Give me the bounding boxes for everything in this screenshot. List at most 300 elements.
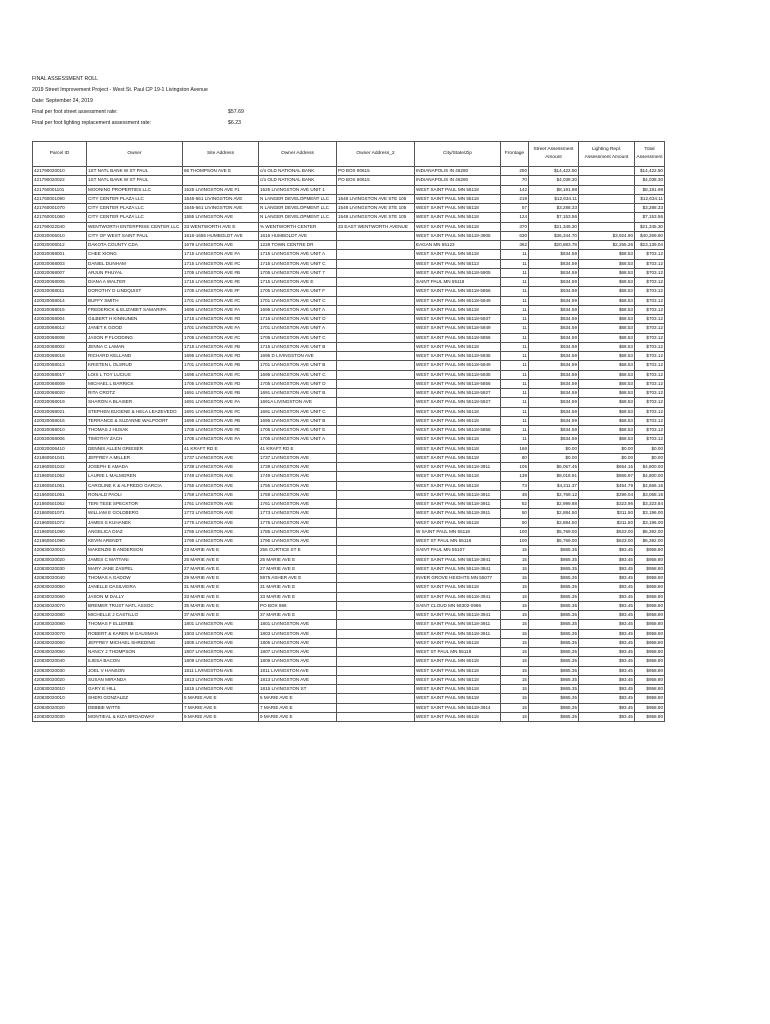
street-assessment-cell: $5,769.00 [529,527,579,536]
owner-address-2-cell [337,611,415,620]
total-assessment-cell: $958.80 [635,666,665,675]
parcel-id-cell: 420830020050 [33,583,87,592]
owner-address-cell: 256 CURTICE ST E [259,546,337,555]
total-assessment-cell: $958.80 [635,564,665,573]
owner-cell: JAMES C MATTANI [87,555,183,564]
table-row [33,333,665,342]
owner-cell: DAKOTA COUNTY CDA [87,241,183,250]
street-rate-label: Final per foot street assessment rate: [32,109,118,115]
owner-address-cell: 1801 LIVINGSTON AVE [259,620,337,629]
city-state-zip-cell: WEST SAINT PAUL MN 55118-3911 [415,490,501,499]
street-assessment-cell: $7,153.56 [529,213,579,222]
owner-address-cell: 1795 LIVINGSTON AVE [259,537,337,546]
table-row [33,324,665,333]
city-state-zip-cell: WEST SAINT PAUL MN 55118-5905 [415,268,501,277]
table-row [33,287,665,296]
street-assessment-cell: $8,191.98 [529,185,579,194]
total-assessment-cell: $703.12 [635,361,665,370]
document-date: Date: September 24, 2019 [32,98,93,104]
owner-address-2-cell [337,305,415,314]
total-assessment-cell: $958.80 [635,685,665,694]
lighting-assessment-cell: $68.53 [579,333,635,342]
column-header: Owner [87,142,183,167]
owner-address-cell: 1785 LIVINGSTON AVE [259,527,337,536]
frontage-cell: 50 [501,509,529,518]
street-rate-line [32,107,332,118]
site-address-cell: 1545-561 LIVINGSTON AVE [183,204,259,213]
parcel-id-cell: 420830020010 [33,694,87,703]
owner-cell: LOIS L TOY LUCIUS [87,370,183,379]
city-state-zip-cell: WEST SAINT PAUL MN 55118-5949 [415,361,501,370]
site-address-cell: 1705 LIVINGSTON AVE #F [183,287,259,296]
table-row [33,583,665,592]
street-assessment-cell: $634.59 [529,250,579,259]
owner-address-2-cell [337,481,415,490]
lighting-assessment-cell: $68.53 [579,287,635,296]
table-row [33,500,665,509]
site-address-cell: 1701 LIVINGSTON AVE #C [183,296,259,305]
frontage-cell: 80 [501,453,529,462]
owner-cell: ARJUN PHUYAL [87,268,183,277]
owner-cell: DOROTHY D LINDQUIST [87,287,183,296]
frontage-cell: 370 [501,222,529,231]
total-assessment-cell: $703.12 [635,278,665,287]
lighting-assessment-cell: $93.45 [579,638,635,647]
frontage-cell: 15 [501,638,529,647]
street-assessment-cell: $865.35 [529,694,579,703]
owner-cell: JOEL V HANSON [87,666,183,675]
city-state-zip-cell: INVER GROVE HEIGHTS MN 55077 [415,574,501,583]
city-state-zip-cell: WEST SAINT PAUL MN 55118-3911 [415,620,501,629]
owner-address-2-cell [337,638,415,647]
street-assessment-cell: $865.35 [529,583,579,592]
street-assessment-cell: $865.35 [529,675,579,684]
city-state-zip-cell: WEST SAINT PAUL MN 55118 [415,638,501,647]
frontage-cell: 15 [501,583,529,592]
lighting-assessment-cell: $2,255.26 [579,241,635,250]
parcel-id-cell: 420830020010 [33,546,87,555]
parcel-id-cell: 420020068020 [33,389,87,398]
total-assessment-cell: $958.80 [635,675,665,684]
frontage-cell: 15 [501,657,529,666]
street-assessment-cell: $634.59 [529,352,579,361]
parcel-id-cell: 421760001090 [33,194,87,203]
owner-address-2-cell [337,629,415,638]
street-assessment-cell: $2,769.12 [529,490,579,499]
owner-cell: ANGELICA DIAZ [87,527,183,536]
frontage-cell: 11 [501,342,529,351]
parcel-id-cell: 421790020022 [33,176,87,185]
total-assessment-cell: $4,800.00 [635,463,665,472]
total-assessment-cell: $958.80 [635,555,665,564]
owner-address-2-cell [337,574,415,583]
site-address-cell: 23 MARIE AVE E [183,546,259,555]
owner-cell: CAROLINE K & ALFREDO GARCIA [87,481,183,490]
site-address-cell: 1691 LIVINGSTON AVE #C [183,407,259,416]
total-assessment-cell: $703.12 [635,296,665,305]
owner-address-2-cell [337,500,415,509]
owner-cell: JEFFREY MICHAEL SHREDING [87,638,183,647]
city-state-zip-cell: WEST SAINT PAUL MN 55118 [415,444,501,453]
city-state-zip-cell: WEST SAINT PAUL MN 55118-3905 [415,231,501,240]
owner-address-2-cell [337,657,415,666]
owner-address-cell: 1715 LIVINGSTON AVE UNIT B [259,342,337,351]
owner-cell: MONTIEAL & KIZA BROADWAY [87,712,183,721]
site-address-cell: 1705 LIVINGSTON AVE #B [183,268,259,277]
total-assessment-cell: $23,139.04 [635,241,665,250]
owner-address-cell: 1525 LIVINGSTON AVE UNIT 1 [259,185,337,194]
owner-address-2-cell [337,278,415,287]
table-row [33,666,665,675]
street-assessment-cell: $14,422.50 [529,167,579,176]
total-assessment-cell: $703.12 [635,370,665,379]
site-address-cell: 1545-561 LIVINGSTON AVE [183,194,259,203]
owner-address-2-cell [337,666,415,675]
owner-cell: DIANA A WALTER [87,278,183,287]
table-row [33,703,665,712]
lighting-assessment-cell: $623.00 [579,527,635,536]
frontage-cell: 100 [501,537,529,546]
street-assessment-cell: $865.35 [529,611,579,620]
street-assessment-cell: $865.35 [529,685,579,694]
total-assessment-cell: $958.80 [635,601,665,610]
street-assessment-cell: $634.59 [529,379,579,388]
city-state-zip-cell: WEST SAINT PAUL MN 55118 [415,222,501,231]
table-row [33,611,665,620]
city-state-zip-cell: SAINT CLOUD MN 56302-0986 [415,601,501,610]
lighting-assessment-cell: $68.53 [579,352,635,361]
street-assessment-cell: $865.35 [529,546,579,555]
table-row [33,620,665,629]
site-address-cell: 1755 LIVINGSTON AVE [183,481,259,490]
city-state-zip-cell: WEST SAINT PAUL MN 55118 [415,518,501,527]
city-state-zip-cell: WEST SAINT PAUL MN 55118-3941 [415,555,501,564]
total-assessment-cell: $703.12 [635,333,665,342]
frontage-cell: 11 [501,287,529,296]
owner-cell: JEFFREY A MILLER [87,453,183,462]
street-assessment-cell: $634.59 [529,305,579,314]
table-row [33,694,665,703]
assessment-roll-table [32,141,665,722]
parcel-id-cell: 420830020020 [33,675,87,684]
owner-address-cell: 27 MARIE AVE E [259,564,337,573]
site-address-cell: 1737 LIVINGSTON AVE [183,453,259,462]
owner-cell: NANCY J THOMPSON [87,648,183,657]
owner-address-2-cell [337,333,415,342]
site-address-cell: 1695 LIVINGSTON AVE #B [183,416,259,425]
parcel-id-cell: 421860501090 [33,537,87,546]
street-assessment-cell: $0.00 [529,444,579,453]
frontage-cell: 11 [501,407,529,416]
table-row [33,176,665,185]
owner-cell: KEVIN ARENDT [87,537,183,546]
frontage-cell: 50 [501,518,529,527]
frontage-cell: 11 [501,315,529,324]
parcel-id-cell: 420020068015 [33,305,87,314]
total-assessment-cell: $0.00 [635,453,665,462]
lighting-assessment-cell: $0.00 [579,453,635,462]
owner-cell: RITA CROTZ [87,389,183,398]
street-assessment-cell: $634.59 [529,416,579,425]
parcel-id-cell: 421760001070 [33,204,87,213]
street-assessment-cell: $865.35 [529,629,579,638]
site-address-cell: 1795 LIVINGSTON AVE [183,537,259,546]
street-assessment-cell: $865.35 [529,657,579,666]
frontage-cell: 11 [501,379,529,388]
owner-address-2-cell [337,231,415,240]
frontage-cell: 57 [501,204,529,213]
city-state-zip-cell: WEST SAINT PAUL MN 55118-3911 [415,500,501,509]
lighting-assessment-cell: $454.79 [579,481,635,490]
frontage-cell: 11 [501,416,529,425]
table-row [33,527,665,536]
frontage-cell: 15 [501,666,529,675]
parcel-id-cell: 421860501061 [33,490,87,499]
frontage-cell: 48 [501,490,529,499]
owner-cell: SHERI GONZALEZ [87,694,183,703]
total-assessment-cell: $3,196.00 [635,509,665,518]
frontage-cell: 139 [501,472,529,481]
total-assessment-cell: $958.80 [635,583,665,592]
owner-cell: JASON P FLOODING [87,333,183,342]
table-row [33,259,665,268]
site-address-cell: 1555 LIVINGSTON AVE [183,213,259,222]
table-row [33,463,665,472]
parcel-id-cell: 420830020040 [33,574,87,583]
owner-cell: DANIEL DUNHAM [87,259,183,268]
city-state-zip-cell: WEST SAINT PAUL MN 55118-5856 [415,426,501,435]
site-address-cell: 1759 LIVINGSTON AVE [183,490,259,499]
owner-address-2-cell [337,379,415,388]
table-row [33,675,665,684]
parcel-id-cell: 421860501041 [33,453,87,462]
parcel-id-cell: 420830020050 [33,648,87,657]
total-assessment-cell: $703.12 [635,324,665,333]
street-assessment-cell: $634.59 [529,315,579,324]
frontage-cell: 362 [501,241,529,250]
city-state-zip-cell: WEST SAINT PAUL MN 55113 [415,259,501,268]
owner-address-2-cell [337,555,415,564]
owner-cell: 1ST NATL BANK W ST PAUL [87,176,183,185]
owner-cell: TERRANCE & SUZANNE WALPOORT [87,416,183,425]
table-row [33,342,665,351]
parcel-id-cell: 420020068018 [33,352,87,361]
owner-address-cell: c/o OLD NATIONAL BANK [259,176,337,185]
total-assessment-cell: $703.12 [635,268,665,277]
owner-address-2-cell [337,620,415,629]
frontage-cell: 73 [501,481,529,490]
city-state-zip-cell: WEST SAINT PAUL MN 55118 [415,250,501,259]
site-address-cell: 1749 LIVINGSTON AVE [183,472,259,481]
owner-address-cell: 1749 LIVINGSTON AVE [259,472,337,481]
city-state-zip-cell: WEST SAINT PAUL MN 55118 [415,583,501,592]
parcel-id-cell: 420830020060 [33,638,87,647]
city-state-zip-cell: WEST SAINT PAUL MN 55118 [415,194,501,203]
site-address-cell: 1739 LIVINGSTON AVE [183,463,259,472]
lighting-assessment-cell: $93.45 [579,583,635,592]
site-address-cell: 5 MARIE AVE E [183,694,259,703]
street-assessment-cell: $634.59 [529,268,579,277]
city-state-zip-cell: WEST SAINT PAUL MN 55118 [415,342,501,351]
city-state-zip-cell: WEST SAINT PAUL MN 55118-3911 [415,629,501,638]
street-assessment-cell: $2,999.88 [529,500,579,509]
lighting-assessment-cell: $68.53 [579,416,635,425]
street-assessment-cell: $634.59 [529,342,579,351]
parcel-id-cell: 420830020080 [33,611,87,620]
table-row [33,352,665,361]
owner-address-2-cell: PO BOX 80615 [337,176,415,185]
table-row [33,592,665,601]
lighting-assessment-cell: $323.96 [579,500,635,509]
table-row [33,444,665,453]
frontage-cell: 15 [501,546,529,555]
parcel-id-cell: 421860501042 [33,463,87,472]
lighting-rate-value: $6.23 [228,120,241,126]
parcel-id-cell: 420020006012 [33,241,87,250]
site-address-cell: 1705 LIVINGSTON AVE #E [183,426,259,435]
table-row [33,509,665,518]
owner-cell: CITY CENTER PLAZA LLC [87,204,183,213]
street-assessment-cell: $634.59 [529,389,579,398]
city-state-zip-cell: WEST SAINT PAUL MN 55118 [415,185,501,194]
total-assessment-cell: $703.12 [635,352,665,361]
owner-address-2-cell [337,416,415,425]
owner-cell: THOMAS A GADOW [87,574,183,583]
lighting-assessment-cell: $93.45 [579,629,635,638]
parcel-id-cell: 421860501071 [33,509,87,518]
lighting-assessment-cell [579,213,635,222]
frontage-cell: 11 [501,352,529,361]
owner-address-cell: 1803 LIVINGSTON AVE [259,629,337,638]
street-assessment-cell: $8,018.91 [529,472,579,481]
city-state-zip-cell: WEST SAINT PAUL MN 55118-5935 [415,370,501,379]
table-row [33,555,665,564]
table-row [33,213,665,222]
city-state-zip-cell: WEST SAINT PAUL MN 55118-5937 [415,315,501,324]
total-assessment-cell: $8,191.98 [635,185,665,194]
site-address-cell: 1705 LIVINGSTON AVE #C [183,333,259,342]
frontage-cell: 15 [501,629,529,638]
frontage-cell: 15 [501,703,529,712]
owner-address-cell: 1759 LIVINGSTON AVE [259,490,337,499]
column-header: Lighting Repl. Assessment Amount [579,142,635,167]
table-row [33,629,665,638]
site-address-cell: 9 MARIE AVE E [183,712,259,721]
lighting-assessment-cell: $311.50 [579,509,635,518]
city-state-zip-cell: WEST SAINT PAUL MN 55118 [415,694,501,703]
street-assessment-cell: $5,769.00 [529,537,579,546]
lighting-assessment-cell: $68.53 [579,398,635,407]
city-state-zip-cell: WEST SAINT PAUL MN 55118-5927 [415,389,501,398]
table-row [33,389,665,398]
site-address-cell: 1813 LIVINGSTON AVE [183,675,259,684]
site-address-cell: 1805 LIVINGSTON AVE [183,638,259,647]
frontage-cell: 630 [501,231,529,240]
total-assessment-cell: $958.80 [635,703,665,712]
owner-cell: WENTWORTH ENTERPRISE CENTER LLC [87,222,183,231]
city-state-zip-cell: WEST SAINT PAUL MN 55118 [415,472,501,481]
street-assessment-cell: $634.59 [529,361,579,370]
total-assessment-cell: $21,345.30 [635,222,665,231]
column-header: Site Address [183,142,259,167]
owner-address-cell: 1739 LIVINGSTON AVE [259,463,337,472]
owner-address-cell: 5 MARIE AVE E [259,694,337,703]
frontage-cell: 124 [501,213,529,222]
total-assessment-cell: $958.80 [635,712,665,721]
street-assessment-cell: $2,884.50 [529,518,579,527]
site-address-cell: 35 MARIE AVE E [183,601,259,610]
frontage-cell: 15 [501,601,529,610]
city-state-zip-cell: WEST SAINT PAUL MN 55118 [415,657,501,666]
parcel-id-cell: 420020068016 [33,416,87,425]
owner-cell: 1ST NATL BANK W ST PAUL [87,167,183,176]
street-assessment-cell: $865.35 [529,555,579,564]
owner-address-2-cell [337,407,415,416]
frontage-cell: 250 [501,167,529,176]
street-assessment-cell: $634.59 [529,398,579,407]
owner-cell: MAKENZIE B ANDERSON [87,546,183,555]
table-row [33,546,665,555]
frontage-cell: 11 [501,370,529,379]
project-name: 2019 Street Improvement Project - West St. Paul CP 19-1 Livingston Avenue [32,87,208,93]
street-assessment-cell: $634.59 [529,278,579,287]
owner-address-cell: 1695 LIVINGSTON AVE UNIT C [259,370,337,379]
lighting-assessment-cell: $68.53 [579,305,635,314]
table-row [33,685,665,694]
city-state-zip-cell: WEST SAINT PAUL MN 55118-3941 [415,564,501,573]
parcel-id-cell: 420830020030 [33,564,87,573]
owner-cell: RONALD PAOLI [87,490,183,499]
owner-cell: JANET K GOOD [87,324,183,333]
frontage-cell: 15 [501,574,529,583]
site-address-cell: 31 MARIE AVE E [183,583,259,592]
site-address-cell [183,176,259,185]
frontage-cell: 15 [501,592,529,601]
parcel-id-cell: 420830020030 [33,666,87,675]
owner-address-cell: 1701 LIVINGSTON AVE UNIT A [259,324,337,333]
site-address-cell: 1715 LIVINGSTON AVE #D [183,315,259,324]
total-assessment-cell: $703.12 [635,259,665,268]
owner-address-cell: 1691 LIVINGSTON AVE UNIT B [259,389,337,398]
owner-address-cell: N LANGER DEVELOPMENT LLC [259,213,337,222]
total-assessment-cell: $703.12 [635,287,665,296]
owner-address-2-cell [337,342,415,351]
lighting-assessment-cell [579,194,635,203]
owner-address-cell: 1705 LIVINGSTON AVE UNIT 7 [259,268,337,277]
parcel-id-cell: 420020068006 [33,435,87,444]
site-address-cell: 1811 LIVINGSTON AVE [183,666,259,675]
city-state-zip-cell: WEST SAINT PAUL MN 55118-5927 [415,398,501,407]
total-assessment-cell: $703.12 [635,379,665,388]
owner-address-cell: 1228 TOWN CENTRE DR [259,241,337,250]
frontage-cell: 11 [501,259,529,268]
table-row [33,268,665,277]
site-address-cell: 1809 LIVINGSTON AVE [183,657,259,666]
owner-address-2-cell [337,694,415,703]
owner-address-2-cell [337,527,415,536]
site-address-cell: 1691 LIVINGSTON AVE #A [183,398,259,407]
table-row [33,250,665,259]
table-row [33,453,665,462]
site-address-cell: 27 MARIE AVE E [183,564,259,573]
total-assessment-cell: $6,392.00 [635,537,665,546]
table-row [33,194,665,203]
total-assessment-cell: $703.12 [635,250,665,259]
owner-address-2-cell [337,675,415,684]
frontage-cell: 11 [501,333,529,342]
owner-address-cell: 25 MARIE AVE E [259,555,337,564]
owner-address-cell: 37 MARIE AVE E [259,611,337,620]
